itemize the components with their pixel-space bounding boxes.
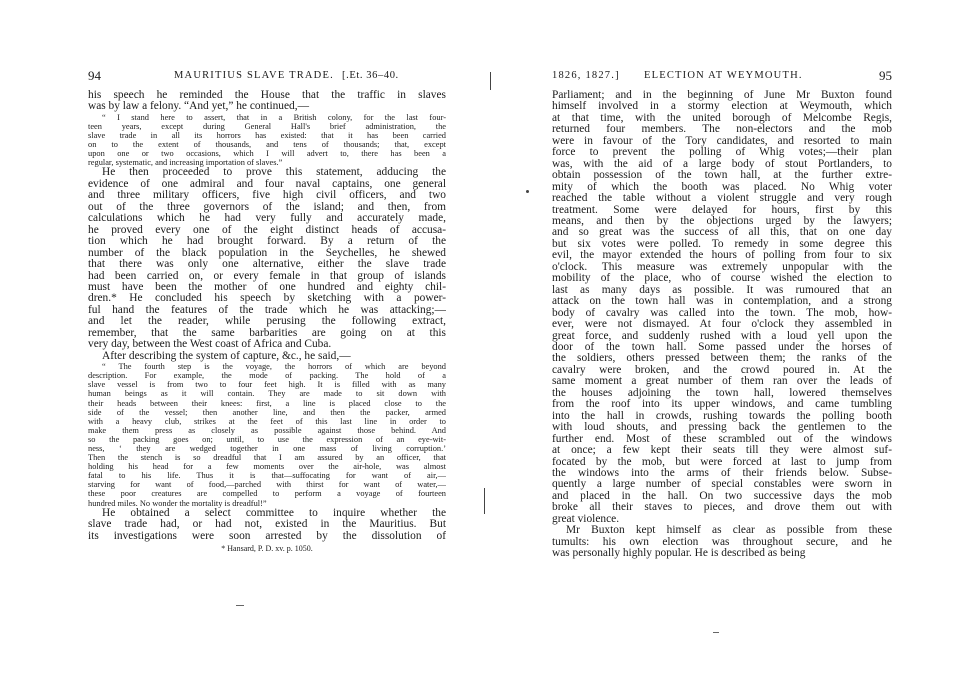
text-line: on to the extent of thousands, and tens of thousands; that, except (88, 140, 446, 150)
text-line: hundred miles. No wonder the mortality is dreadful!” (88, 498, 267, 508)
bottom-dash-right (713, 632, 719, 633)
text-line: same moment a great number of them ran over the leads of (552, 376, 892, 388)
left-running-header (88, 70, 446, 86)
text-line: his speech he reminded the House that the traffic in slaves (88, 90, 446, 101)
text-line: “ The fourth step is the voyage, the horrors of which are beyond (102, 362, 446, 372)
text-line: regular, systematic, and increasing importation of slaves.” (88, 158, 283, 168)
text-line: great force, and suddenly rushed with a loud yell upon the (552, 330, 892, 342)
text-line: evidence of one admiral and four naval captains, one general (88, 178, 446, 190)
text-line: ness, ‘ they are wedged together in one mass of living corruption.’ (88, 444, 446, 454)
text-line: slave trade had, or had not, existed in the Mauritius. But (88, 519, 446, 531)
text-line: the soldiers, others pressed between them; the ranks of the (552, 353, 892, 365)
text-line: slave trade in all its horrors has existed: that it has been carried (88, 131, 446, 141)
text-line: returned four members. The non-electors and the mob (552, 124, 892, 136)
text-line: attack on the town hall was in contemplation, and a strong (552, 296, 892, 308)
right-body-text (552, 90, 892, 560)
gutter-mark-top (490, 72, 491, 90)
text-line: must have been the mother of one hundred and eighty chil- (88, 282, 446, 293)
right-running-title: ELECTION AT WEYMOUTH. (644, 70, 803, 81)
text-line: Then the stench is so dreadful that I am assured by an officer, that (88, 453, 446, 463)
text-line: himself involved in a stormy election at Weymouth, which (552, 101, 892, 113)
text-line: Parliament; and in the beginning of June Mr Buxton found (552, 90, 892, 101)
text-line: fatal to his life. Thus it is that—suffocating for want of air,— (88, 471, 446, 481)
text-line: the houses adjoining the town hall, lowered themselves (552, 387, 892, 399)
text-line: obtain possession of the town hall, at the further extre- (552, 170, 892, 182)
text-line: from the roof into its upper windows, and came tumbling (552, 399, 892, 411)
text-line: Mr Buxton kept himself as clear as possible from these (566, 525, 892, 537)
text-line: number of the black population in the Seychelles, he shewed (88, 247, 446, 259)
text-line: at once; a few kept their seats till they were almost suf- (552, 445, 892, 457)
text-line: door of the town hall. Some passed under the horses of (552, 341, 892, 353)
text-line: out of the three governors of the island; and then, from (88, 201, 446, 213)
text-line: ever, were not dismayed. At four o'clock they assembled in (552, 319, 892, 331)
text-line: “ I stand here to assert, that in a British colony, for the last four- (102, 112, 446, 122)
right-years-label: 1826, 1827.] (552, 70, 620, 81)
text-line: and let the reader, while perusing the following extract, (88, 316, 446, 328)
text-line: so the packing goes on; until, to use the expression of an eye-wit- (88, 434, 446, 444)
text-line: body of cavalry was called into the town. The mob, how- (552, 307, 892, 319)
text-line: great violence. (552, 513, 620, 525)
text-line: and three military officers, five high civil officers, and two (88, 190, 446, 202)
left-page-number: 94 (88, 68, 101, 83)
text-line: its investigations were soon arrested by the dissolution of (88, 530, 446, 542)
text-line: was personally highly popular. He is described as being (552, 548, 806, 560)
gutter-mark-bottom (484, 488, 485, 514)
text-line: treatment. Some were delayed for hours, first by this (552, 204, 892, 216)
text-line: were in favour of the Tory candidates, and resorted to main (552, 135, 892, 147)
text-line: He obtained a select committee to inquire whether the (102, 507, 446, 519)
text-line: further end. Most of these scrambled out of the windows (552, 433, 892, 445)
text-line: force to prevent the polling of Whig votes;—their plan (552, 147, 892, 159)
text-line: make them press as closely as possible against those behind. And (88, 425, 446, 435)
text-line: o'clock. This measure was extremely unpopular with the (552, 261, 892, 273)
text-line: broke all their staves to pieces, and drove them out with (552, 502, 892, 514)
text-line: was, with the aid of a large body of stout Portlanders, to (552, 158, 892, 170)
text-line: last as many days as possible. It was rumoured that an (552, 284, 892, 296)
text-line: mity of which the booth was placed. No Whig voter (552, 181, 892, 193)
text-line: into the hall in crowds, rushing towards the polling booth (552, 410, 892, 422)
text-line: quently a large number of special constables were sworn in (552, 479, 892, 491)
text-line: upon one or two occasions, which I will advert to, there has been a (88, 149, 446, 159)
text-line: dren.* He concluded his speech by sketching with a power- (88, 293, 446, 305)
left-running-title: MAURITIUS SLAVE TRADE. (174, 70, 334, 81)
text-line: ful hand the features of the trade which he was attacking;— (88, 304, 446, 316)
text-line: at that time, with the united borough of Melcombe Regis, (552, 112, 892, 124)
bottom-dash-left (236, 605, 244, 606)
text-line: focated by the mob, but were forced at last to jump from (552, 456, 892, 468)
text-line: mobility of the place, who of course wished the election to (552, 273, 892, 285)
right-page-number: 95 (879, 68, 892, 83)
text-line: but six votes were polled. To remedy in some degree this (552, 238, 892, 250)
text-line: He then proceeded to prove this statement, adducing the (102, 167, 446, 179)
text-line: with loud shouts, and pressing back the gentlemen to the (552, 422, 892, 434)
text-line: side of the vessel; then another line, and then the packer, armed (88, 407, 446, 417)
right-running-header (552, 70, 892, 86)
text-line: was by law a felony. “And yet,” he continued,— (88, 101, 309, 113)
footnote: * Hansard, P. D. xv. p. 1050. (221, 544, 313, 554)
text-line: and so great was the success of all this, that on one day (552, 227, 892, 239)
text-line: evil, the mayor extended the hours of polling from four to six (552, 250, 892, 262)
text-line: their heads between their knees: first, a line is placed close to the (88, 398, 446, 408)
text-line: remember, that the same barbarities are going on at this (88, 327, 446, 339)
text-line: calculations which he had very fully and accurately made, (88, 213, 446, 225)
right-page (552, 0, 892, 682)
text-line: very day, between the West coast of Africa and Cuba. (88, 339, 332, 351)
text-line: slave vessel is from two to four feet high. It is filled with as many (88, 380, 446, 390)
text-line: with a heavy club, strikes at the feet of this last line in order to (88, 416, 446, 426)
text-line: tumults: his own election was throughout secure, and he (552, 536, 892, 548)
text-line: After describing the system of capture, &c., he said,— (102, 350, 351, 362)
left-era-label: [.Et. 36–40. (342, 70, 399, 81)
text-line: tion which he had brought forward. By a return of the (88, 236, 446, 248)
margin-dot (526, 190, 529, 193)
text-line: the windows into the arms of their friends below. Subse- (552, 467, 892, 479)
text-line: means, and then by the objections urged by the lawyers; (552, 215, 892, 227)
text-line: that there was only one alternative, either the slave trade (88, 259, 446, 271)
text-line: had been carried on, or every female in that group of islands (88, 270, 446, 282)
text-line: starving for want of food,—parched with thirst for want of water,— (88, 480, 446, 490)
text-line: description. For example, the mode of packing. The hold of a (88, 371, 446, 381)
text-line: teen years, except during General Hall's brief administration, the (88, 122, 446, 131)
left-body-text (88, 90, 446, 554)
text-line: holding his head for a few moments over the air-hole, was almost (88, 462, 446, 472)
text-line: human beings as it will contain. They are made to sit down with (88, 389, 446, 399)
text-line: and placed in the hall. On two successive days the mob (552, 490, 892, 502)
text-line: these poor creatures are compelled to perform a voyage of fourteen (88, 489, 446, 499)
text-line: cavalry were broken, and the crowd poured in. At the (552, 364, 892, 376)
text-line: he proved every one of the eight distinct heads of accusa- (88, 224, 446, 236)
left-page (88, 0, 446, 682)
text-line: reached the table without a violent struggle and very rough (552, 193, 892, 205)
